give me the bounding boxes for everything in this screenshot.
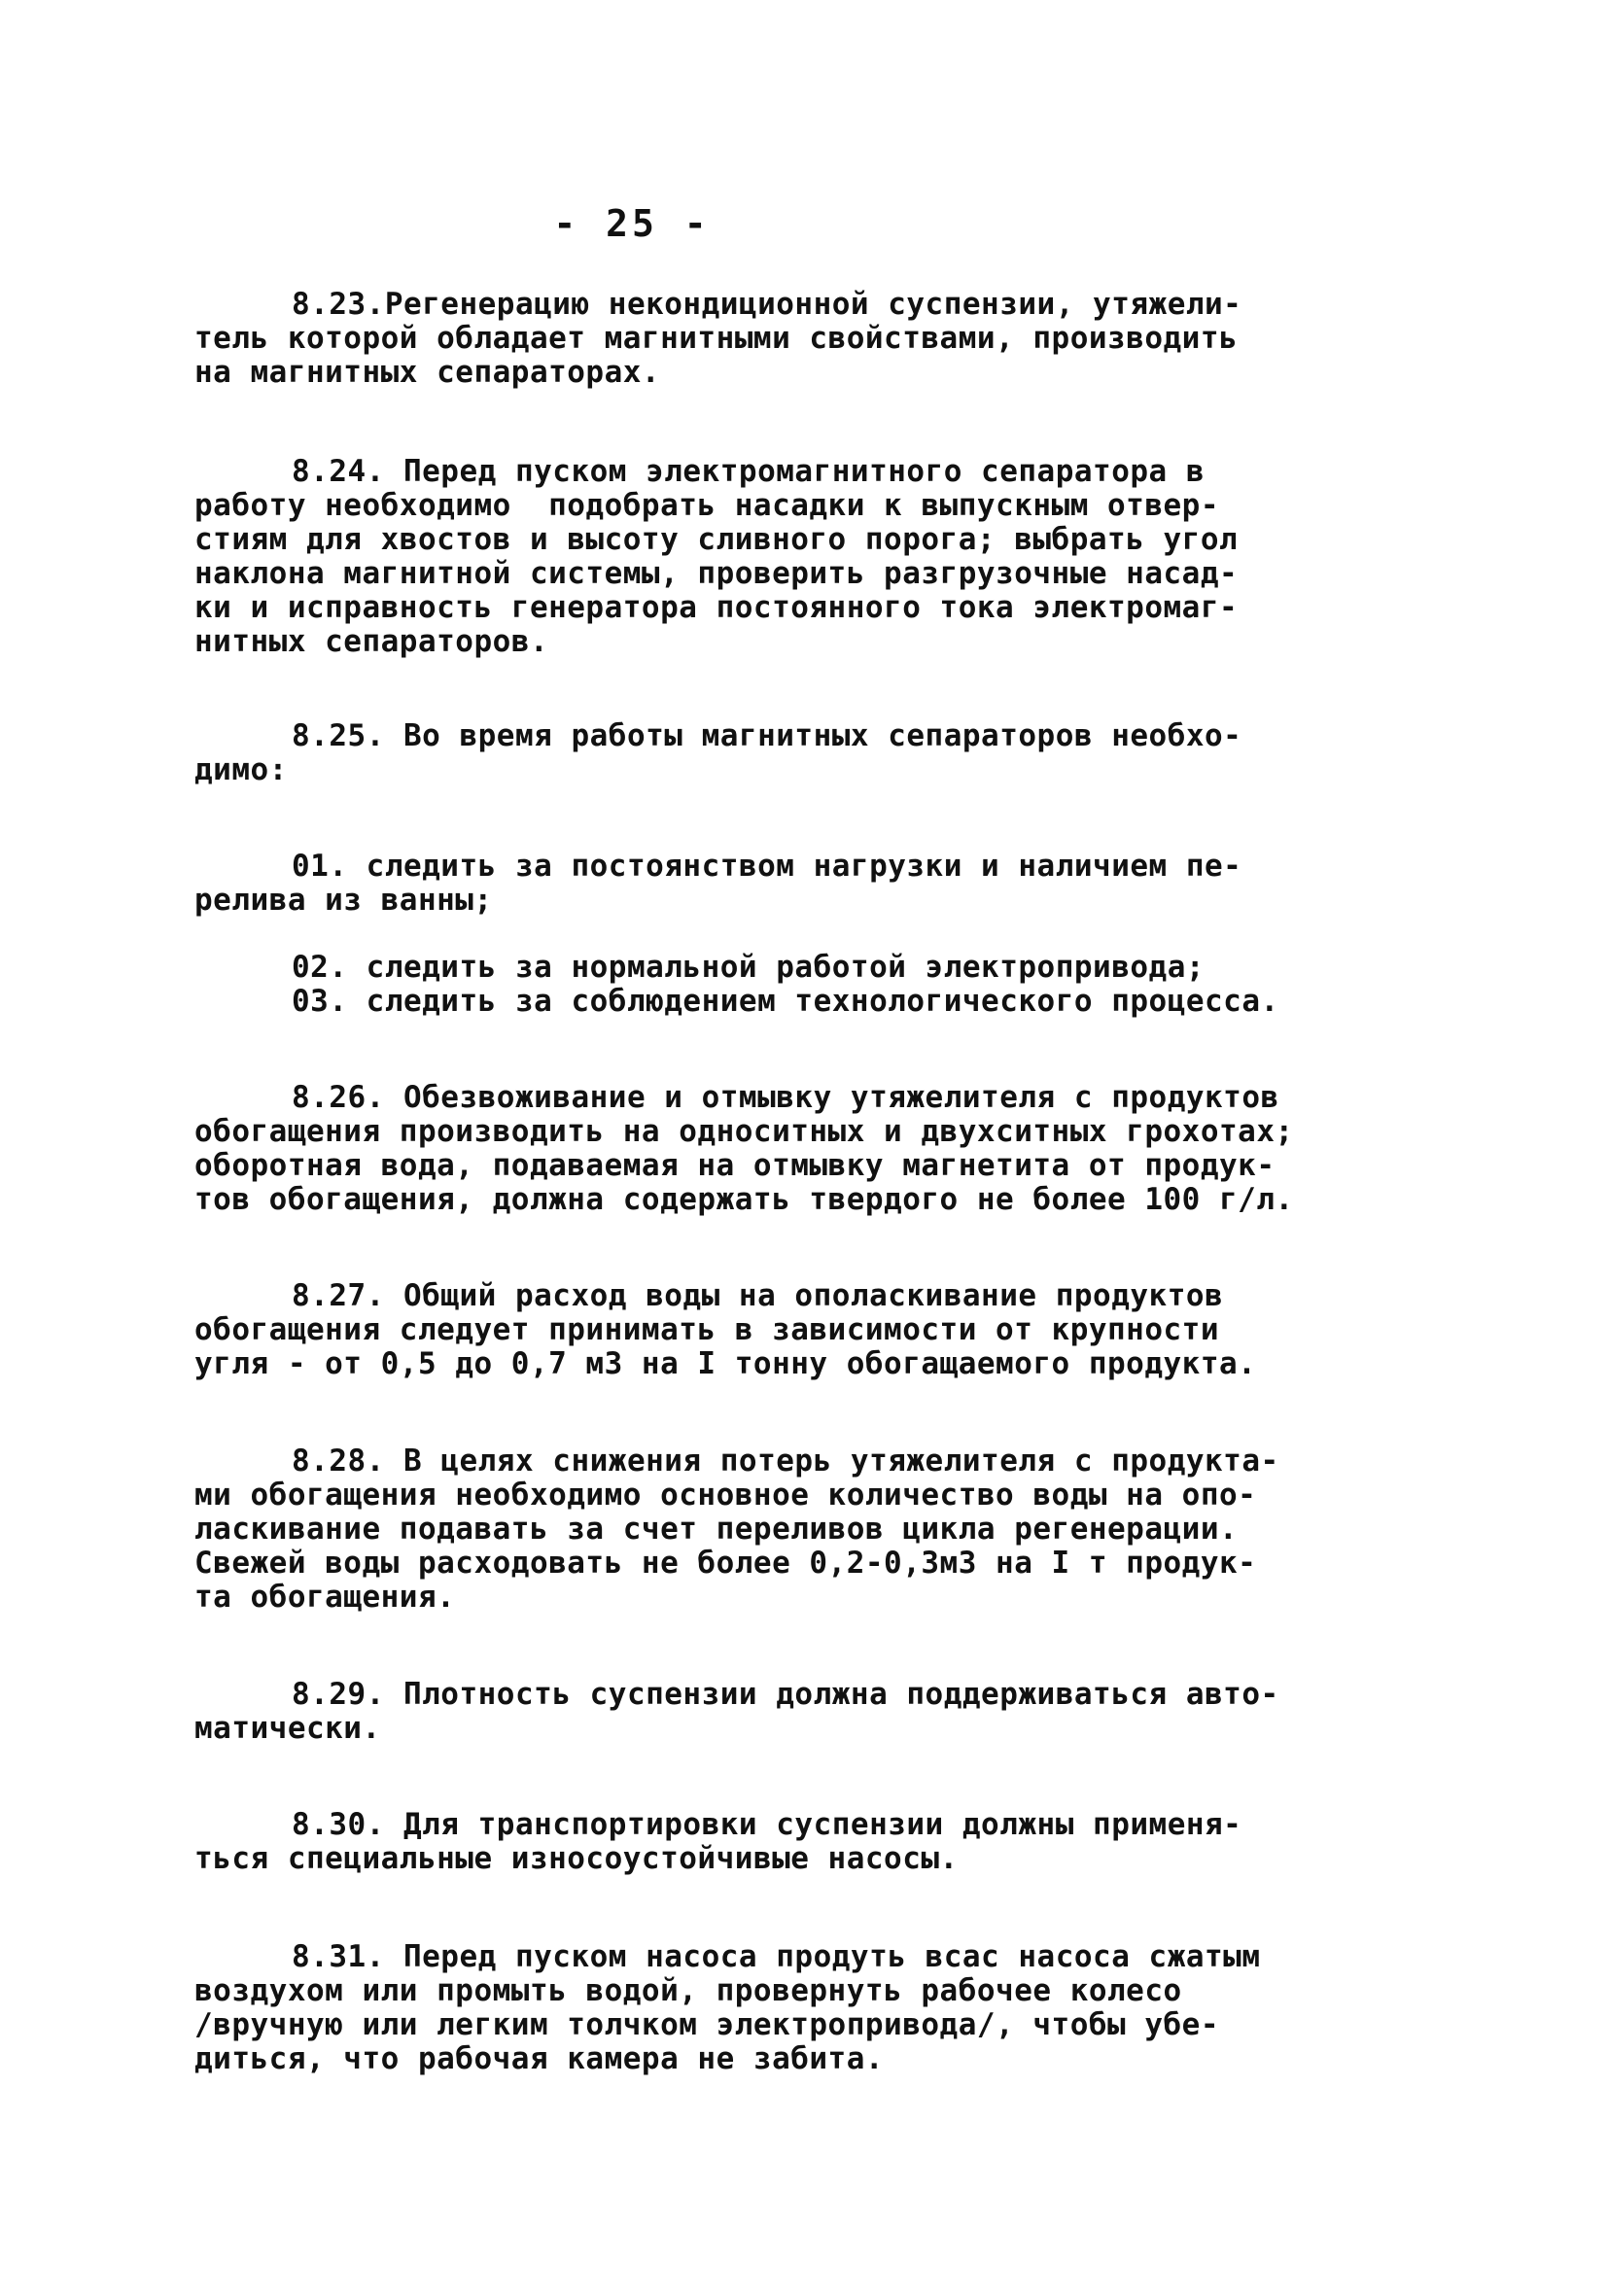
paragraph-8-30 bbox=[194, 1808, 1410, 1876]
text-line: 8.26. Обезвоживание и отмывку утяжелителя с продуктов bbox=[292, 1080, 1279, 1115]
text-line: 8.25. Во время работы магнитных сепараторов необхо- bbox=[292, 718, 1242, 753]
paragraph-8-29 bbox=[194, 1678, 1410, 1746]
paragraph-items-02-03 bbox=[194, 951, 1410, 1019]
text-line: 03. следить за соблюдением технологического процесса. bbox=[292, 984, 1279, 1019]
text-line: ми обогащения необходимо основное количество воды на опо- bbox=[194, 1478, 1257, 1513]
text-line: Свежей воды расходовать не более 0,2-0,3м3 на I т продук- bbox=[194, 1546, 1257, 1581]
paragraph-8-25 bbox=[194, 719, 1410, 787]
paragraph-8-28 bbox=[194, 1444, 1410, 1615]
text-line: тель которой обладает магнитными свойствами, производить bbox=[194, 321, 1239, 356]
text-line: оборотная вода, подаваемая на отмывку магнетита от продук- bbox=[194, 1148, 1276, 1183]
text-line: на магнитных сепараторах. bbox=[194, 355, 661, 390]
text-line: та обогащения. bbox=[194, 1580, 456, 1615]
text-line: обогащения следует принимать в зависимости от крупности bbox=[194, 1312, 1219, 1347]
paragraph-item-01 bbox=[194, 850, 1410, 918]
text-line: тов обогащения, должна содержать твердого не более 100 г/л. bbox=[194, 1182, 1294, 1217]
text-line: стиям для хвостов и высоту сливного порога; выбрать угол bbox=[194, 522, 1239, 557]
text-line: 8.28. В целях снижения потерь утяжелителя с продукта- bbox=[292, 1444, 1279, 1478]
paragraph-8-31 bbox=[194, 1940, 1410, 2076]
text-line: 8.23.Регенерацию некондиционной суспензии, утяжели- bbox=[292, 287, 1242, 322]
text-line: диться, что рабочая камера не забита. bbox=[194, 2041, 885, 2076]
paragraph-8-23 bbox=[194, 288, 1410, 390]
text-line: воздухом или промыть водой, провернуть рабочее колесо bbox=[194, 1973, 1182, 2008]
paragraph-8-27 bbox=[194, 1279, 1410, 1381]
text-line: /вручную или легким толчком электропривода/, чтобы убе- bbox=[194, 2007, 1219, 2042]
text-line: работу необходимо подобрать насадки к выпускным отвер- bbox=[194, 488, 1219, 523]
text-line: ться специальные износоустойчивые насосы. bbox=[194, 1841, 959, 1876]
text-line: 01. следить за постоянством нагрузки и наличием пе- bbox=[292, 849, 1242, 884]
text-line: димо: bbox=[194, 752, 288, 787]
text-line: 8.31. Перед пуском насоса продуть всас насоса сжатым bbox=[292, 1939, 1261, 1974]
text-line: 02. следить за нормальной работой электропривода; bbox=[292, 950, 1206, 985]
text-line: релива из ванны; bbox=[194, 883, 493, 918]
text-line: угля - от 0,5 до 0,7 м3 на I тонну обогащаемого продукта. bbox=[194, 1346, 1257, 1381]
paragraph-8-24 bbox=[194, 455, 1410, 659]
text-line: 8.24. Перед пуском электромагнитного сепаратора в bbox=[292, 454, 1206, 489]
page-number: - 25 - bbox=[553, 202, 711, 245]
text-line: наклона магнитной системы, проверить разгрузочные насад- bbox=[194, 556, 1239, 591]
text-line: ласкивание подавать за счет переливов цикла регенерации. bbox=[194, 1512, 1239, 1547]
text-line: 8.30. Для транспортировки суспензии должны применя- bbox=[292, 1807, 1242, 1842]
text-line: нитных сепараторов. bbox=[194, 624, 549, 659]
text-line: 8.29. Плотность суспензии должна поддерживаться авто- bbox=[292, 1677, 1279, 1712]
text-line: обогащения производить на односитных и двухситных грохотах; bbox=[194, 1114, 1294, 1149]
paragraph-8-26 bbox=[194, 1081, 1410, 1217]
text-line: матически. bbox=[194, 1711, 381, 1746]
text-line: 8.27. Общий расход воды на ополаскивание продуктов bbox=[292, 1278, 1224, 1313]
text-line: ки и исправность генератора постоянного тока электромаг- bbox=[194, 590, 1239, 625]
